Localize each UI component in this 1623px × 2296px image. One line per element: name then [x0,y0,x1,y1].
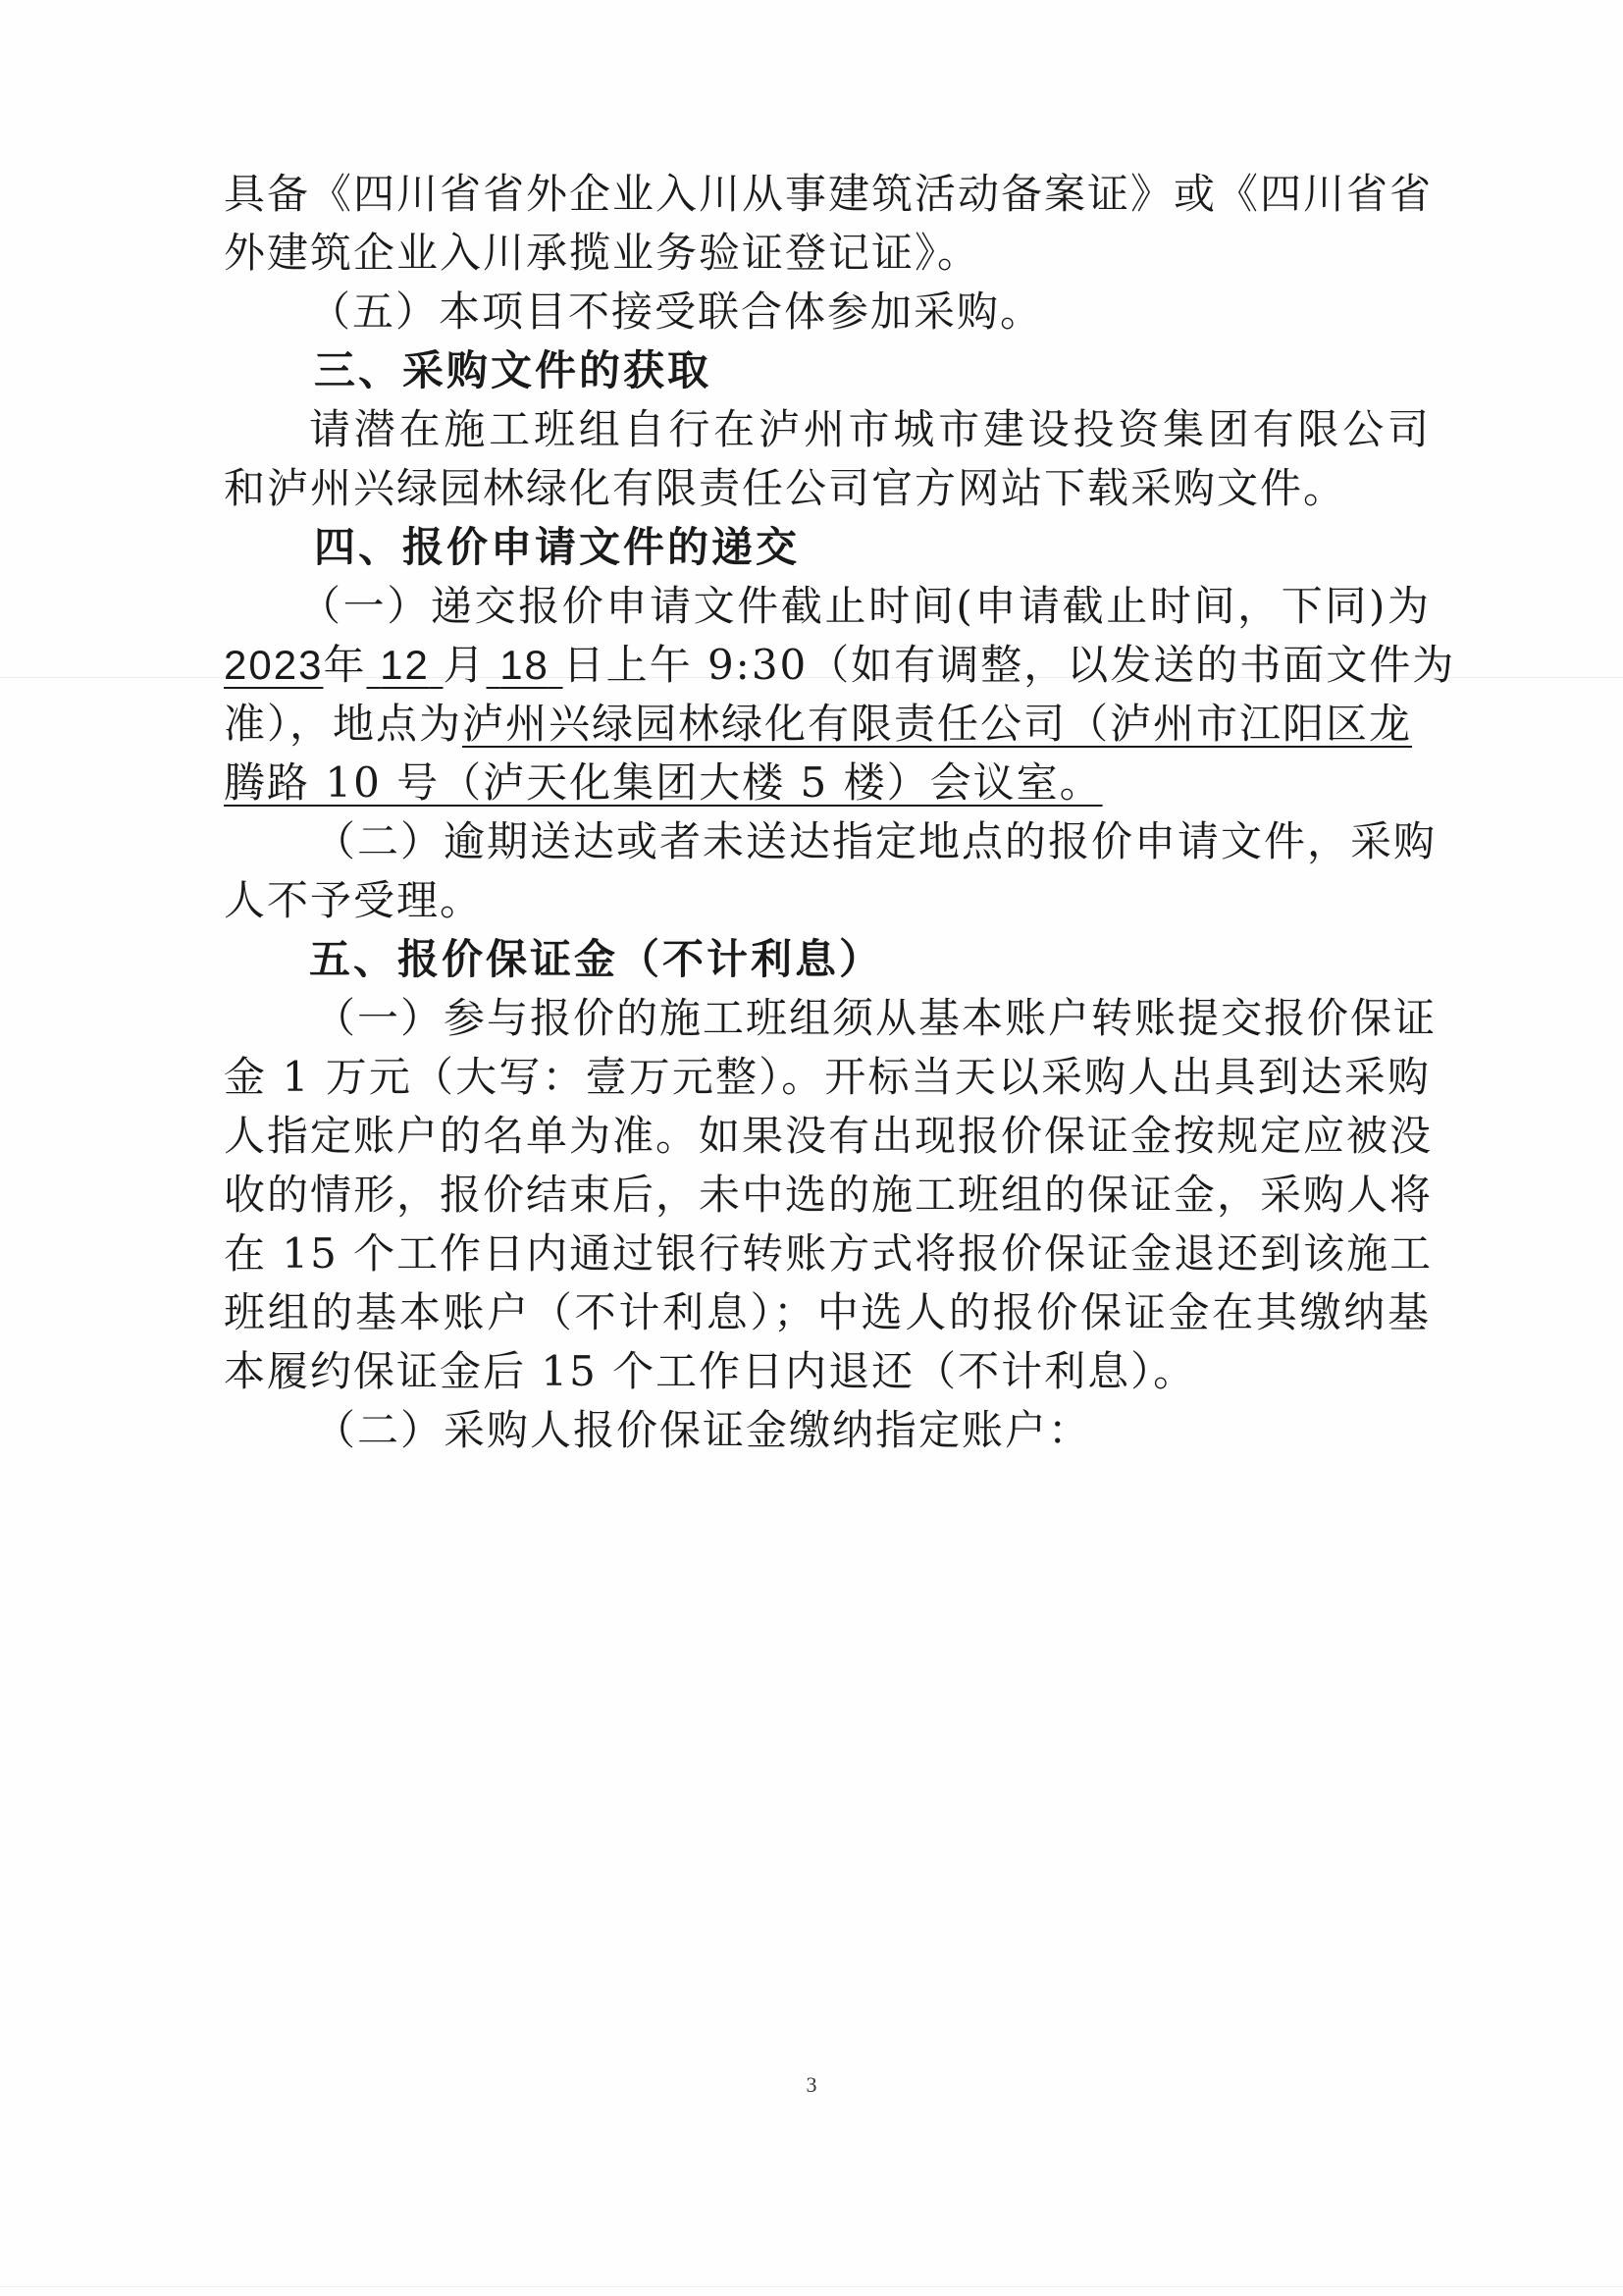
deadline-line [224,636,1456,695]
section-heading: 三、采购文件的获取 [314,346,712,394]
location-underlined: 泸州兴绿园林绿化有限责任公司（泸州市江阳区龙 [462,700,1413,748]
paragraph-line: （一）参与报价的施工班组须从基本账户转账提交报价保证 [314,994,1438,1042]
deadline-rest: 日上午 9:30（如有调整，以发送的书面文件为 [562,641,1456,689]
location-line-continued [224,754,1431,812]
deadline-year: 2023 [224,642,324,688]
paragraph-line: （五）本项目不接受联合体参加采购。 [309,287,1044,336]
paragraph-line: （二）逾期送达或者未送达指定地点的报价申请文件，采购 [314,817,1438,865]
paragraph-line: 金 1 万元（大写：壹万元整）。开标当天以采购人出具到达采购 [224,1053,1431,1101]
paragraph-line: 班组的基本账户（不计利息）；中选人的报价保证金在其缴纳基 [224,1288,1431,1336]
paragraph-line: 在 15 个工作日内通过银行转账方式将报价保证金退还到该施工 [224,1229,1434,1278]
page-number: 3 [806,2072,817,2097]
paragraph-line: 外建筑企业入川承揽业务验证登记证》。 [224,229,981,277]
location-underlined-continued: 腾路 10 号（泸天化集团大楼 5 楼）会议室。 [224,758,1103,807]
paragraph-line: （一）递交报价申请文件截止时间(申请截止时间，下同)为 [299,582,1431,630]
paragraph-line: 人指定账户的名单为准。如果没有出现报价保证金按规定应被没 [224,1112,1434,1160]
paragraph-line: 请潜在施工班组自行在泸州市城市建设投资集团有限公司 [309,405,1431,453]
paragraph-line: 本履约保证金后 15 个工作日内退还（不计利息）。 [224,1347,1197,1395]
scan-artifact-line [0,2286,1623,2287]
section-heading: 四、报价申请文件的递交 [314,523,801,571]
deadline-day: 18 [499,642,550,688]
paragraph-line: （二）采购人报价保证金缴纳指定账户： [314,1406,1092,1454]
deadline-month: 12 [380,642,430,688]
paragraph-line: 人不予受理。 [224,876,484,924]
deadline-year-unit: 年 [323,641,367,689]
paragraph-line: 和泸州兴绿园林绿化有限责任公司官方网站下载采购文件。 [224,464,1347,512]
paragraph-line: 具备《四川省省外企业入川从事建筑活动备案证》或《四川省省 [224,170,1434,218]
deadline-month-unit: 月 [443,641,487,689]
location-prefix: 准），地点为 [224,700,463,748]
paragraph-line: 收的情形，报价结束后，未中选的施工班组的保证金，采购人将 [224,1171,1434,1219]
section-heading: 五、报价保证金（不计利息） [309,935,884,983]
location-line [224,695,1431,754]
